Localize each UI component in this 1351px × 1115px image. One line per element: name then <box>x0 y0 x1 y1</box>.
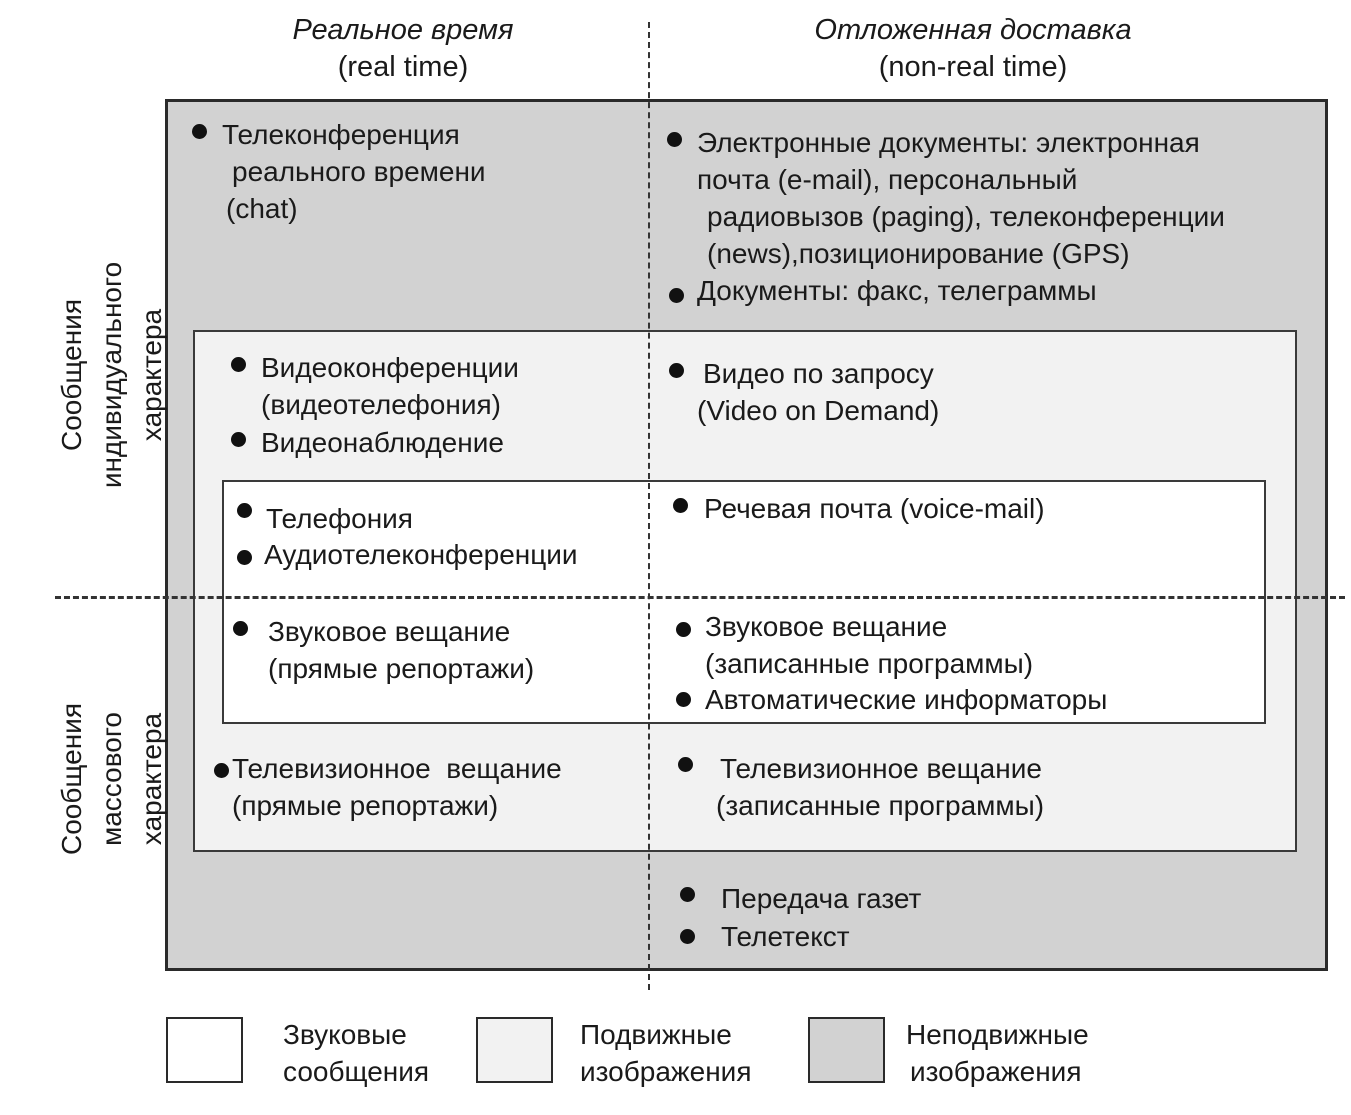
legend-swatch-moving <box>476 1017 553 1083</box>
item-line: Видеонаблюдение <box>261 427 504 458</box>
column-subtitle: (non-real time) <box>878 51 1068 83</box>
item-line: (записанные программы) <box>705 648 1034 679</box>
item-line: Документы: факс, телеграммы <box>697 275 1097 306</box>
item-line: Электронные документы: электронная <box>697 127 1200 158</box>
bullet-icon <box>237 503 252 518</box>
item-teleconf-realtime <box>222 116 486 227</box>
legend-line: Звуковые <box>283 1019 407 1050</box>
bullet-icon <box>678 757 693 772</box>
bullet-icon <box>667 132 682 147</box>
item-tv-recorded <box>716 750 1044 824</box>
legend-label-sound <box>283 1016 429 1090</box>
legend-line: изображения <box>910 1056 1082 1087</box>
legend-swatch-stills <box>808 1017 885 1083</box>
item-radio-live <box>268 613 534 687</box>
legend-label-moving <box>580 1016 752 1090</box>
item-video-on-demand <box>697 355 939 429</box>
bullet-icon <box>676 622 691 637</box>
legend-label-stills <box>906 1016 1089 1090</box>
item-line: Речевая почта (voice-mail) <box>704 493 1045 524</box>
item-line: (записанные программы) <box>716 790 1045 821</box>
row-label-line: Сообщения <box>56 299 87 451</box>
bullet-icon <box>214 763 229 778</box>
item-line: (Video on Demand) <box>697 395 940 426</box>
row-label-line: Сообщения <box>56 703 87 855</box>
bullet-icon <box>231 432 246 447</box>
item-line: (прямые репортажи) <box>232 790 499 821</box>
bullet-icon <box>680 929 695 944</box>
item-line: Телевизионное вещание <box>232 753 562 784</box>
item-line: Передача газет <box>721 883 922 914</box>
bullet-icon <box>673 498 688 513</box>
legend-line: изображения <box>580 1056 752 1087</box>
item-line: Телевизионное вещание <box>720 753 1042 784</box>
bullet-icon <box>192 124 207 139</box>
row-label-line: массового <box>96 712 127 847</box>
column-subtitle: (real time) <box>337 51 469 83</box>
item-auto-informers <box>705 681 1107 718</box>
row-label-line: характера <box>136 712 167 846</box>
item-voice-mail <box>704 490 1045 527</box>
item-line: Телеконференция <box>222 119 460 150</box>
item-tv-live <box>232 750 562 824</box>
bullet-icon <box>237 550 252 565</box>
legend-line: сообщения <box>283 1056 430 1087</box>
item-documents <box>697 272 1097 309</box>
item-line: Видео по запросу <box>703 358 934 389</box>
item-electronic-documents <box>697 124 1225 272</box>
bullet-icon <box>669 363 684 378</box>
item-video-surveillance <box>261 424 504 461</box>
realtime-divider <box>648 22 650 990</box>
item-line: Видеоконференции <box>261 352 519 383</box>
item-line: Аудиотелеконференции <box>264 539 578 570</box>
legend-swatch-sound <box>166 1017 243 1083</box>
bullet-icon <box>676 692 691 707</box>
item-line: (news),позиционирование (GPS) <box>707 238 1130 269</box>
column-header-realtime <box>253 12 553 86</box>
item-radio-recorded <box>705 608 1033 682</box>
item-line: (прямые репортажи) <box>268 653 535 684</box>
item-line: Звуковое вещание <box>268 616 511 647</box>
item-line: (видеотелефония) <box>261 389 501 420</box>
row-label-line: индивидуального <box>96 261 127 489</box>
bullet-icon <box>669 288 684 303</box>
item-line: Автоматические информаторы <box>705 684 1108 715</box>
bullet-icon <box>680 887 695 902</box>
column-title: Отложенная доставка <box>814 14 1132 46</box>
item-line: почта (e-mail), персональный <box>697 164 1078 195</box>
row-label-individual <box>52 225 172 525</box>
item-line: радиовызов (paging), телеконференции <box>707 201 1225 232</box>
item-videoconference <box>261 349 519 423</box>
item-telephony <box>266 500 413 537</box>
bullet-icon <box>233 621 248 636</box>
row-label-line: характера <box>136 308 167 442</box>
legend-line: Подвижные <box>580 1019 732 1050</box>
column-title: Реальное время <box>292 14 514 46</box>
item-line: Звуковое вещание <box>705 611 948 642</box>
individual-mass-divider <box>55 596 1345 599</box>
item-audio-teleconference <box>264 536 578 573</box>
item-line: (chat) <box>226 193 298 224</box>
item-line: Телетекст <box>721 921 850 952</box>
item-line: Телефония <box>266 503 413 534</box>
row-label-mass <box>52 629 172 929</box>
item-newspaper-transmission <box>721 880 921 917</box>
legend-line: Неподвижные <box>906 1019 1089 1050</box>
bullet-icon <box>231 357 246 372</box>
item-line: реального времени <box>232 156 486 187</box>
column-header-nonrealtime <box>773 12 1173 86</box>
item-teletext <box>721 918 850 955</box>
